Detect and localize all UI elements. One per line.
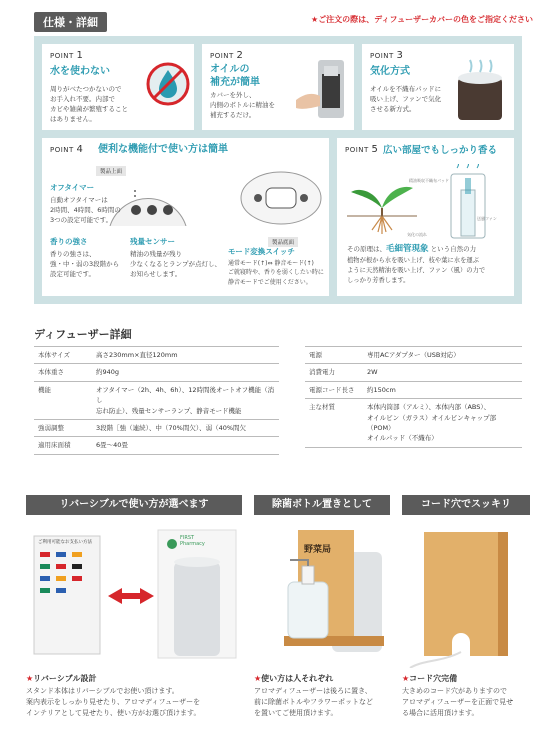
feature-3-header: コード穴でスッキリ [402, 495, 530, 515]
point-2-card [202, 44, 354, 130]
table-row: 適用床面積 6畳〜40畳 [34, 437, 279, 454]
strength-text: 香りの強さは、 強・中・弱の3段階から 設定可能です。 [50, 250, 120, 279]
points-panel [34, 36, 522, 304]
point-3-card [362, 44, 514, 130]
oil-refill-photo [294, 56, 350, 122]
point-3-label: POINT 3 [370, 50, 404, 61]
table-row: 本体サイズ 高さ230mm×直径120mm [34, 347, 279, 364]
timer-title: オフタイマー [50, 183, 95, 192]
section-tag: 仕様・詳細 [34, 12, 107, 32]
timer-block [50, 182, 121, 223]
strength-block [50, 236, 119, 277]
feature-2-text: アロマディフューザーは後ろに置き、 前に除菌ボトルやフラワーポットなど を置いてご使用頂けます。 [254, 687, 373, 717]
feature-1-text: スタンド本体はリバーシブルでお使い頂けます。 案内表示をしっかり見せたり、アロマディフューザーを インテリアとして見せたり、使い方がお選び頂けます。 [26, 687, 201, 717]
point-5-title: 広い部屋でもしっかり香る [383, 145, 498, 156]
point-1-text: 周りがべたつかないので お手入れ不要。内部で カビや雑菌が繁殖すること はありません。 [50, 85, 128, 124]
mode-title: モード変換スイッチ [228, 247, 295, 256]
feature-3-photo [402, 522, 530, 668]
mode-block [228, 246, 324, 285]
point-2-label: POINT 2 [210, 50, 244, 61]
strength-title: 香りの強さ [50, 237, 88, 246]
payment-sign-title: ご利用可能なお支払い方法 [38, 540, 92, 545]
device-bottom-view [238, 168, 324, 228]
table-row: 本体重さ 約940g [34, 364, 279, 381]
no-water-icon [146, 62, 190, 106]
table-row: 強弱調整 3段階［強（連続）、中（70%間欠）、弱（40%間欠 [34, 419, 279, 436]
feature-2-header: 除菌ボトル置きとして [254, 495, 390, 515]
point-3-text: オイルを不織布パッドに 吸い上げ、ファンで気化 させる新方式。 [370, 85, 442, 114]
bottom-view-badge: 製品底面 [268, 237, 298, 247]
point-1-card [42, 44, 194, 130]
table-row: 主な材質 本体内筒部（アルミ）、本体内部（ABS）、 オイルビン（ガラス）オイルビンキャップ部（POM） オイルパッド（不織布） [305, 399, 522, 448]
point-5-card [337, 138, 514, 296]
sensor-title: 残量センサー [130, 237, 175, 246]
timer-text: 自動オフタイマーは 2時間、4時間、6時間の 3つの設定可能です。 [50, 196, 121, 225]
table-row: 消費電力 2W [305, 364, 522, 381]
diagram-label-fan: 送風ファン [477, 216, 497, 221]
feature-3-title: ★コード穴完備 [402, 674, 458, 683]
feature-2-title: ★使い方は人それぞれ [254, 674, 334, 683]
point-4-label: POINT 4 [50, 144, 84, 155]
feature-3-text: 大きめのコード穴がありますので アロマディフューザーを正面で見せ る場合に活用頂けます。 [402, 687, 514, 717]
point-1-title: 水を使わない [50, 66, 110, 77]
mode-text: 通常モード(↑)⇔ 静音モード(↑) ご就寝時や、香りを弱くしたい時に 静音モードでご使用ください。 [228, 260, 324, 286]
point-5-lead: その原理は、毛細管現象 という自然の力 [347, 244, 477, 254]
table-row: 電源 専用ACアダプター（USB対応） [305, 347, 522, 364]
point-2-text: カバーを外し、 内側のボトルに精油を 補充するだけ。 [210, 91, 275, 120]
sensor-text: 精油の残量が残り 少なくなるとランプが点灯し、 お知らせします。 [130, 250, 221, 279]
table-row: 機能 オフタイマー（2h、4h、6h）、12時間後オートオフ機能（消し 忘れ防止）、残量センサーランプ、静音モード機能 [34, 381, 279, 419]
top-view-badge: 製品上面 [96, 166, 126, 176]
diagram-label-pad: 精油吸収不織布パッド [409, 178, 449, 183]
details-heading: ディフューザー詳細 [34, 328, 132, 341]
point-4-card [42, 138, 329, 296]
capillary-diagram [427, 164, 509, 242]
order-notice: ★ご注文の際は、ディフューザーカバーの色をご指定ください [311, 15, 533, 24]
feature-1-header: リバーシブルで使い方が選べます [26, 495, 242, 515]
vaporize-photo [452, 56, 508, 122]
details-table-left [34, 346, 279, 455]
point-1-label: POINT 1 [50, 50, 84, 61]
point-2-title: オイルの 補充が簡単 [210, 64, 260, 88]
details-table-right [305, 346, 522, 448]
diagram-label-flow: 気化の流れ [407, 232, 427, 237]
shop-sign: 野菜局 [304, 545, 332, 555]
point-5-label: POINT 5 [345, 144, 379, 155]
feature-1-title: ★リバーシブル設計 [26, 674, 97, 683]
point-4-title: 便利な機能付で使い方は簡単 [98, 144, 228, 155]
sensor-block [130, 236, 221, 277]
table-row: 電源コード長さ 約150cm [305, 381, 522, 398]
point-3-title: 気化方式 [370, 66, 410, 77]
plant-illustration [347, 168, 417, 238]
brand-logo-text: FIRST Pharmacy [180, 535, 205, 547]
point-5-text: 植物が根から水を吸い上げ、枝や葉に水を運ぶ ように天然精油を吸い上げ、ファン（風）の力で しっかり芳香します。 [347, 257, 486, 284]
